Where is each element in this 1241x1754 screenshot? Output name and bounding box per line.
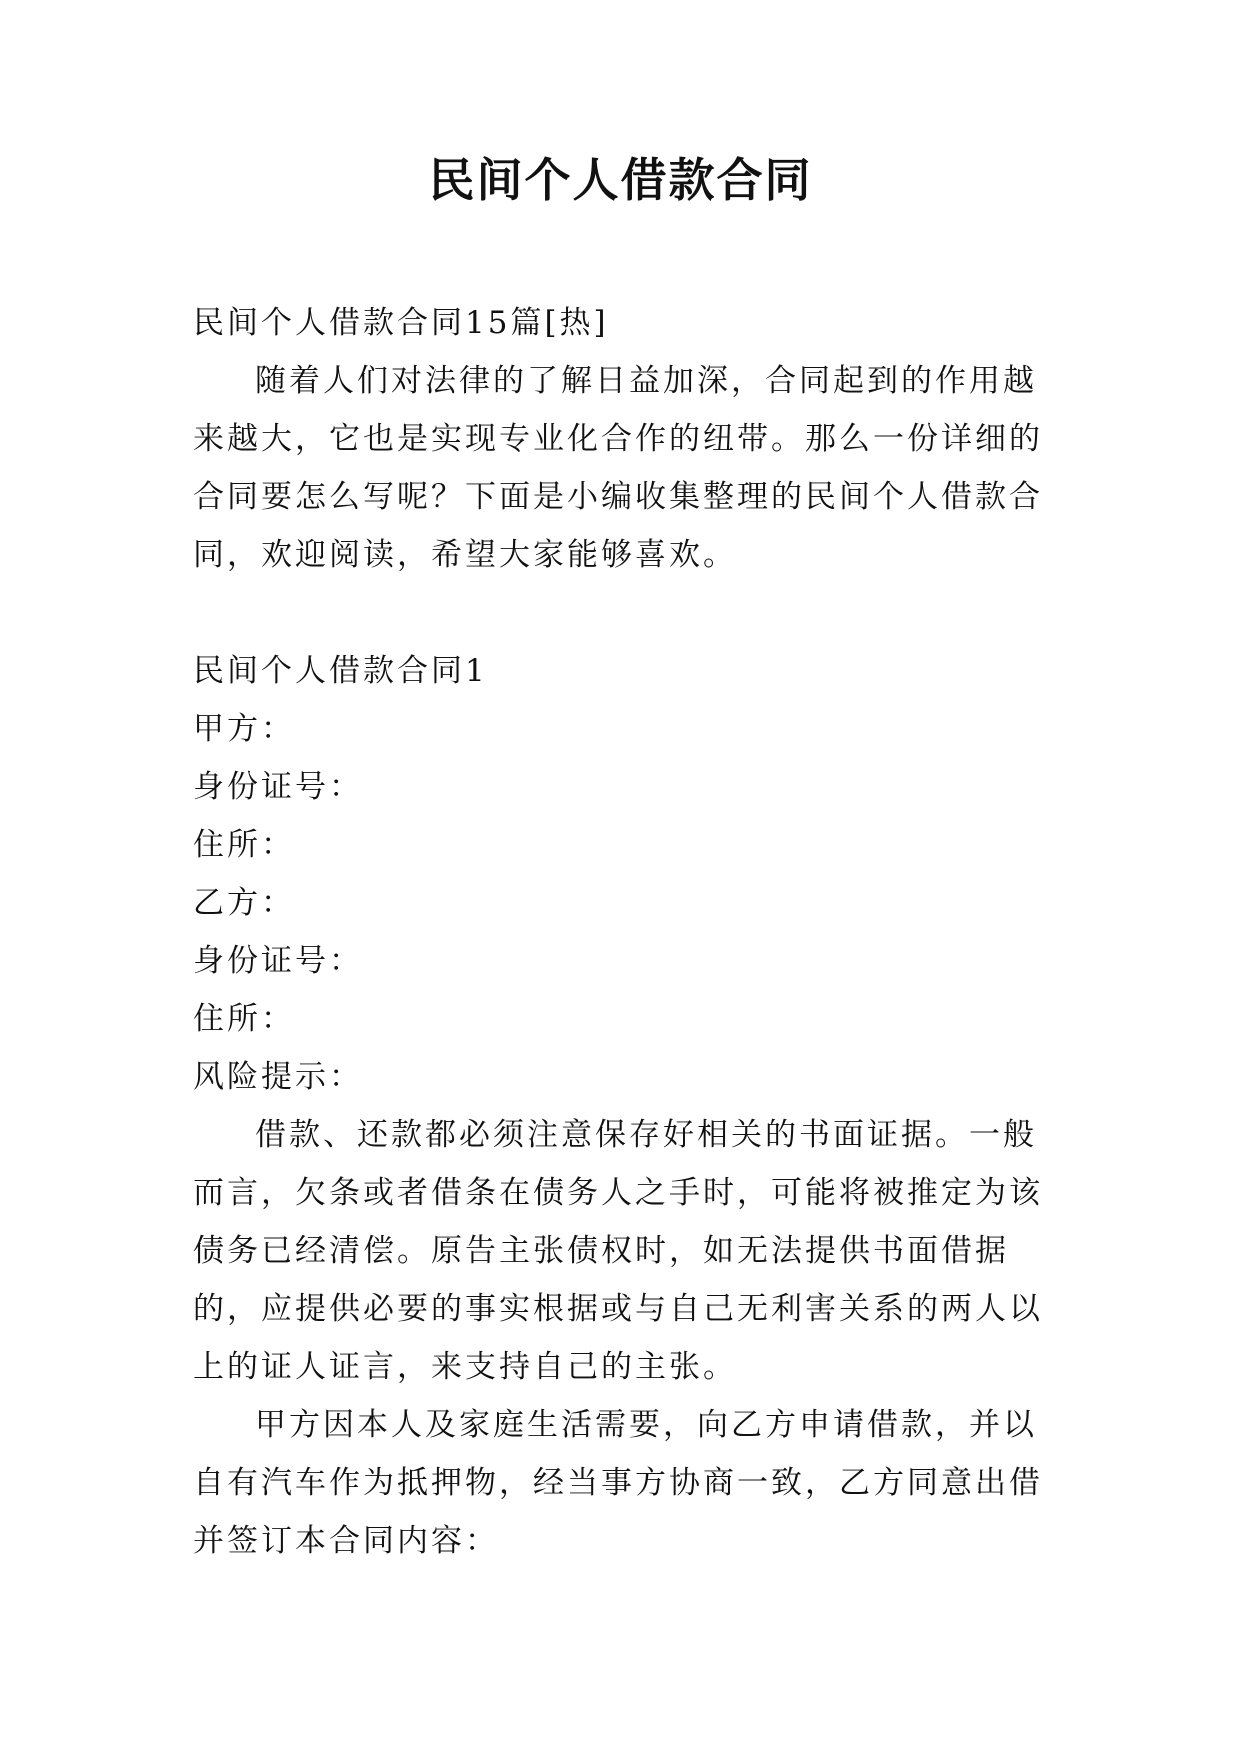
document-subtitle: 民间个人借款合同15篇[热] (193, 305, 609, 341)
risk-warning-paragraph: 借款、还款都必须注意保存好相关的书面证据。一般而言，欠条或者借条在债务人之手时，可能将被推定为该债务已经清偿。原告主张债权时，如无法提供书面借据的，应提供必要的事实根据或与自己无利害关系的两人以上的证人证言，来支持自己的主张。 (193, 1117, 1043, 1385)
document-body (193, 294, 1053, 1570)
section-gap (193, 584, 1053, 642)
risk-warning-label: 风险提示： (193, 1059, 363, 1095)
intro-paragraph: 随着人们对法律的了解日益加深，合同起到的作用越来越大，它也是实现专业化合作的纽带。那么一份详细的合同要怎么写呢？下面是小编收集整理的民间个人借款合同，欢迎阅读，希望大家能够喜欢。 (193, 363, 1043, 573)
party-b-label: 乙方： (193, 885, 295, 921)
party-b-id-label: 身份证号： (193, 943, 363, 979)
document-title: 民间个人借款合同 (428, 153, 813, 207)
contract-purpose-paragraph: 甲方因本人及家庭生活需要，向乙方申请借款，并以自有汽车作为抵押物，经当事方协商一致，乙方同意出借并签订本合同内容： (193, 1407, 1043, 1559)
party-a-address-label: 住所： (193, 827, 295, 863)
section-heading: 民间个人借款合同1 (193, 653, 488, 689)
party-a-label: 甲方： (193, 711, 295, 747)
party-b-address-label: 住所： (193, 1001, 295, 1037)
party-a-id-label: 身份证号： (193, 769, 363, 805)
